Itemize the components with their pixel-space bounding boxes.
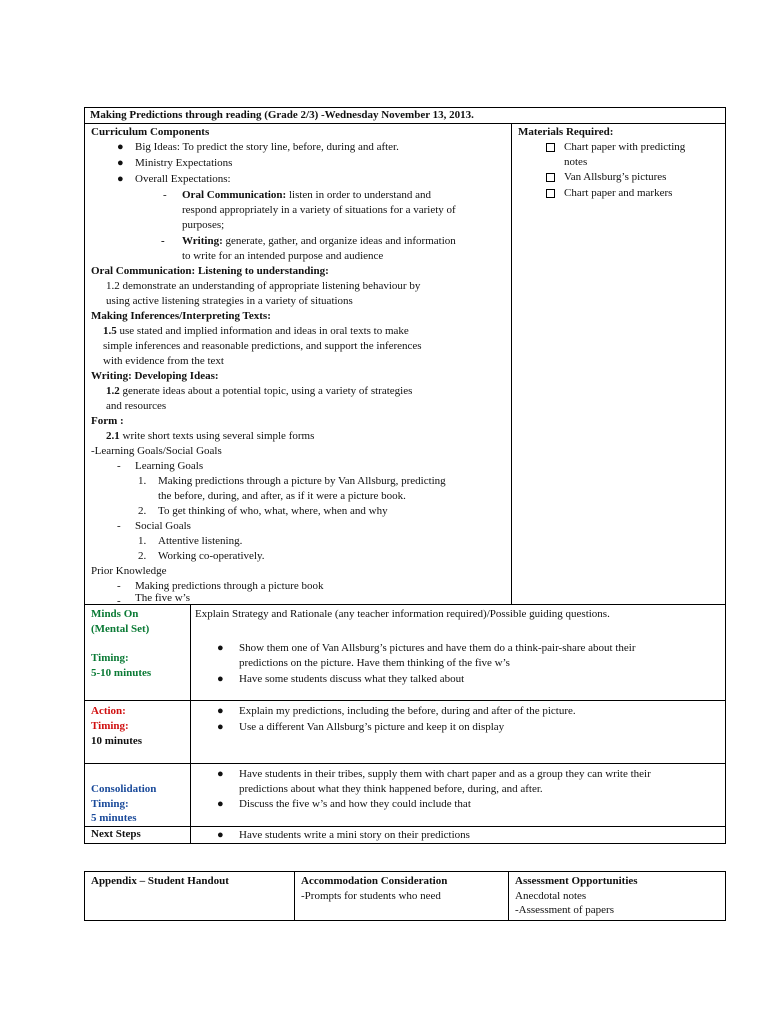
list-number: 1. (138, 534, 147, 547)
developing-ideas-line2: and resources (106, 399, 167, 412)
oral-communication-line1: Oral Communication: listen in order to understand and (182, 188, 432, 201)
dash-icon: - (117, 579, 121, 592)
material-1-line2: notes (564, 155, 588, 168)
oral-communication-line3: purposes; (182, 218, 225, 231)
minds-on-label: Minds On (91, 607, 139, 620)
prior-knowledge-2: The five w’s (135, 591, 190, 604)
consolidation-timing-label: Timing: (91, 797, 129, 810)
learning-goal-2: To get thinking of who, what, where, when and why (158, 504, 388, 517)
learning-goal-1-line1: Making predictions through a picture by Van Allsburg, predicting (158, 474, 446, 487)
assessment-line2: -Assessment of papers (515, 904, 614, 917)
materials-heading: Materials Required: (518, 125, 614, 138)
writing-line1: Writing: generate, gather, and organize ideas and information (182, 234, 456, 247)
inferences-line2: simple inferences and reasonable predictions, and support the inferences (103, 339, 422, 352)
assessment-heading: Assessment Opportunities (515, 875, 638, 887)
dash-icon: - (117, 519, 121, 532)
dash-icon: - (163, 188, 167, 201)
bullet-icon: ● (117, 140, 124, 153)
developing-ideas-line1: 1.2 generate ideas about a potential topic, using a variety of strategies (106, 384, 413, 397)
curriculum-cell (85, 123, 512, 607)
consolidation-timing-value: 5 minutes (91, 811, 137, 824)
title-cell (85, 108, 726, 124)
learning-goals-label: Learning Goals (135, 459, 204, 472)
action-content-cell (191, 700, 726, 763)
oral-communication-line2: respond appropriately in a variety of situations for a variety of (182, 203, 456, 216)
social-goal-2: Working co-operatively. (158, 549, 265, 562)
bullet-icon: ● (217, 767, 224, 780)
ministry-expectations-text: Ministry Expectations (135, 156, 233, 169)
developing-ideas-heading: Writing: Developing Ideas: (91, 369, 219, 382)
bullet-icon: ● (217, 797, 224, 810)
minds-on-timing-value: 5-10 minutes (91, 666, 152, 679)
checkbox-icon (546, 189, 555, 198)
materials-cell (512, 123, 726, 604)
checkbox-icon (546, 173, 555, 182)
minds-on-bullet1-line2: predictions on the picture. Have them thinking of the five w’s (239, 656, 510, 669)
bullet-icon: ● (117, 156, 124, 169)
listening-heading: Oral Communication: Listening to understanding: (91, 264, 329, 277)
list-number: 1. (138, 474, 147, 487)
minds-on-bullet2: Have some students discuss what they talked about (239, 672, 465, 685)
prior-knowledge-1: Making predictions through a picture book (135, 579, 324, 592)
action-bullet1: Explain my predictions, including the before, during and after of the picture. (239, 704, 576, 717)
bullet-icon: ● (117, 172, 124, 185)
dash-icon: - (117, 594, 121, 607)
minds-on-content-cell (191, 604, 726, 700)
inferences-line3: with evidence from the text (103, 354, 224, 367)
list-number: 2. (138, 504, 147, 517)
writing-line2: to write for an intended purpose and audience (182, 249, 384, 262)
material-3: Chart paper and markers (564, 186, 673, 199)
social-goal-1: Attentive listening. (158, 534, 243, 547)
bullet-icon: ● (217, 641, 224, 654)
overall-expectations-text: Overall Expectations: (135, 172, 231, 185)
dash-icon: - (117, 459, 121, 472)
minds-on-label-cell (85, 604, 191, 700)
page-title: Making Predictions through reading (Grade 2/3) -Wednesday November 13, 2013. (90, 109, 474, 121)
list-number: 2. (138, 549, 147, 562)
form-line1: 2.1 write short texts using several simple forms (106, 429, 315, 442)
checkbox-icon (546, 143, 555, 152)
material-1-line1: Chart paper with predicting (564, 140, 686, 153)
assessment-cell (509, 872, 726, 921)
consolidation-label: Consolidation (91, 782, 157, 795)
appendix-cell (85, 872, 295, 921)
action-bullet2: Use a different Van Allsburg’s picture and keep it on display (239, 720, 505, 733)
consolidation-bullet2: Discuss the five w’s and how they could include that (239, 797, 471, 810)
appendix-heading: Appendix – Student Handout (91, 875, 229, 887)
inferences-heading: Making Inferences/Interpreting Texts: (91, 309, 271, 322)
bullet-icon: ● (217, 828, 224, 841)
next-steps-bullet1: Have students write a mini story on their predictions (239, 828, 470, 841)
next-steps-content-cell (191, 826, 726, 843)
consolidation-bullet1-line2: predictions about what they think happened before, during, and after. (239, 782, 543, 795)
form-heading: Form : (91, 414, 124, 427)
minds-on-bullet1-line1: Show them one of Van Allsburg’s pictures and have them do a think-pair-share about their (239, 641, 636, 654)
bullet-icon: ● (217, 672, 224, 685)
minds-on-intro: Explain Strategy and Rationale (any teacher information required)/Possible guiding questions. (195, 607, 610, 620)
consolidation-bullet1-line1: Have students in their tribes, supply them with chart paper and as a group they can write their (239, 767, 651, 780)
consolidation-content-cell (191, 763, 726, 826)
lesson-plan-table (84, 107, 726, 844)
assessment-line1: Anecdotal notes (515, 889, 587, 902)
action-timing-value: 10 minutes (91, 734, 143, 747)
listening-line2: using active listening strategies in a variety of situations (106, 294, 353, 307)
minds-on-timing-label: Timing: (91, 651, 129, 664)
accommodation-heading: Accommodation Consideration (301, 875, 448, 887)
appendix-table (84, 871, 726, 921)
action-timing-label: Timing: (91, 719, 129, 732)
goals-heading: -Learning Goals/Social Goals (91, 444, 222, 457)
curriculum-heading: Curriculum Components (91, 125, 210, 138)
dash-icon: - (161, 234, 165, 247)
material-2: Van Allsburg’s pictures (564, 170, 667, 183)
accommodation-line1: -Prompts for students who need (301, 889, 441, 902)
social-goals-label: Social Goals (135, 519, 191, 532)
prior-knowledge-heading: Prior Knowledge (91, 564, 167, 577)
inferences-line1: 1.5 use stated and implied information and ideas in oral texts to make (103, 324, 409, 337)
learning-goal-1-line2: the before, during, and after, as if it were a picture book. (158, 489, 406, 502)
bullet-icon: ● (217, 720, 224, 733)
action-label-cell (85, 700, 191, 763)
next-steps-label: Next Steps (91, 827, 141, 840)
big-ideas-text: Big Ideas: To predict the story line, before, during and after. (135, 140, 399, 153)
accommodation-cell (295, 872, 509, 921)
consolidation-label-cell (85, 763, 191, 826)
next-steps-label-cell (85, 826, 191, 843)
listening-line1: 1.2 demonstrate an understanding of appropriate listening behaviour by (106, 279, 421, 292)
bullet-icon: ● (217, 704, 224, 717)
mental-set-label: (Mental Set) (91, 622, 150, 635)
action-label: Action: (91, 704, 126, 717)
